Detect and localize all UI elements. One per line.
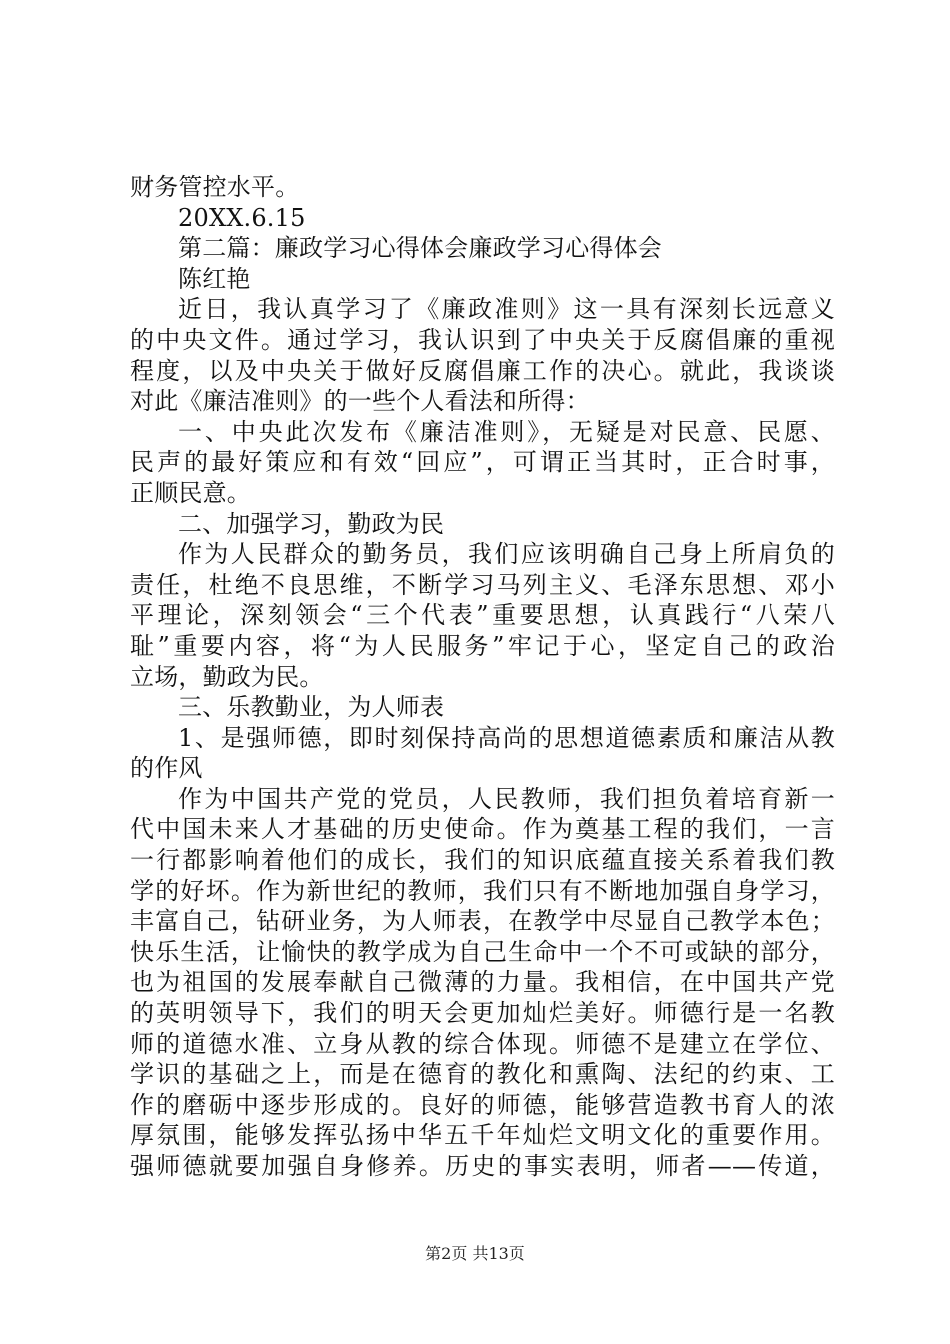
text-line: 快乐生活，让愉快的教学成为自己生命中一个不可或缺的部分， bbox=[130, 937, 835, 966]
text-line: 陈红艳 bbox=[178, 264, 251, 293]
text-line: 学的好坏。作为新世纪的教师，我们只有不断地加强自身学习， bbox=[130, 876, 835, 905]
text-line: 二、加强学习，勤政为民 bbox=[178, 509, 445, 538]
text-line: 民声的最好策应和有效“回应”，可谓正当其时，正合时事， bbox=[130, 448, 835, 477]
text-line: 的中央文件。通过学习，我认识到了中央关于反腐倡廉的重视 bbox=[130, 325, 835, 354]
text-line: 作为人民群众的勤务员，我们应该明确自己身上所肩负的 bbox=[178, 540, 835, 569]
text-line: 强师德就要加强自身修养。历史的事实表明，师者——传道， bbox=[130, 1152, 835, 1180]
text-line: 1、是强师德，即时刻保持高尚的思想道德素质和廉洁从教 bbox=[178, 723, 835, 752]
page-number: 第2页 共13页 bbox=[425, 1244, 525, 1263]
text-line: 耻”重要内容，将“为人民服务”牢记于心，坚定自己的政治 bbox=[130, 631, 835, 660]
text-line: 正顺民意。 bbox=[130, 478, 251, 507]
text-line: 作的磨砺中逐步形成的。良好的师德，能够营造教书育人的浓 bbox=[130, 1090, 835, 1119]
text-line: 三、乐教勤业，为人师表 bbox=[178, 693, 445, 722]
text-line: 的英明领导下，我们的明天会更加灿烂美好。师德行是一名教 bbox=[130, 999, 835, 1028]
text-line: 代中国未来人才基础的历史使命。作为奠基工程的我们，一言 bbox=[130, 815, 835, 844]
text-line: 厚氛围，能够发挥弘扬中华五千年灿烂文明文化的重要作用。 bbox=[130, 1121, 835, 1150]
text-line: 一行都影响着他们的成长，我们的知识底蕴直接关系着我们教 bbox=[130, 846, 835, 875]
text-line: 近日，我认真学习了《廉政准则》这一具有深刻长远意义 bbox=[178, 295, 835, 324]
text-line: 平理论，深刻领会“三个代表”重要思想，认真践行“八荣八 bbox=[130, 601, 835, 630]
text-line: 作为中国共产党的党员，人民教师，我们担负着培育新一 bbox=[178, 784, 835, 813]
text-line: 也为祖国的发展奉献自己微薄的力量。我相信，在中国共产党 bbox=[130, 968, 835, 997]
text-line: 的作风 bbox=[130, 754, 203, 783]
document-body bbox=[130, 172, 835, 1182]
text-line: 一、中央此次发布《廉洁准则》，无疑是对民意、民愿、 bbox=[178, 417, 835, 446]
text-line: 对此《廉洁准则》的一些个人看法和所得： bbox=[130, 387, 590, 416]
text-line: 20XX.6.15 bbox=[178, 203, 306, 232]
text-line: 立场，勤政为民。 bbox=[130, 662, 324, 691]
text-line: 学识的基础之上，而是在德育的教化和熏陶、法纪的约束、工 bbox=[130, 1060, 835, 1089]
text-line: 程度，以及中央关于做好反腐倡廉工作的决心。就此，我谈谈 bbox=[130, 356, 835, 385]
text-line: 责任，杜绝不良思维，不断学习马列主义、毛泽东思想、邓小 bbox=[130, 570, 835, 599]
text-line: 财务管控水平。 bbox=[130, 173, 300, 201]
text-line: 第二篇：廉政学习心得体会廉政学习心得体会 bbox=[178, 234, 662, 263]
text-line: 丰富自己，钻研业务，为人师表，在教学中尽显自己教学本色； bbox=[130, 907, 835, 936]
text-line: 师的道德水准、立身从教的综合体现。师德不是建立在学位、 bbox=[130, 1029, 835, 1058]
page-footer bbox=[0, 1244, 950, 1264]
